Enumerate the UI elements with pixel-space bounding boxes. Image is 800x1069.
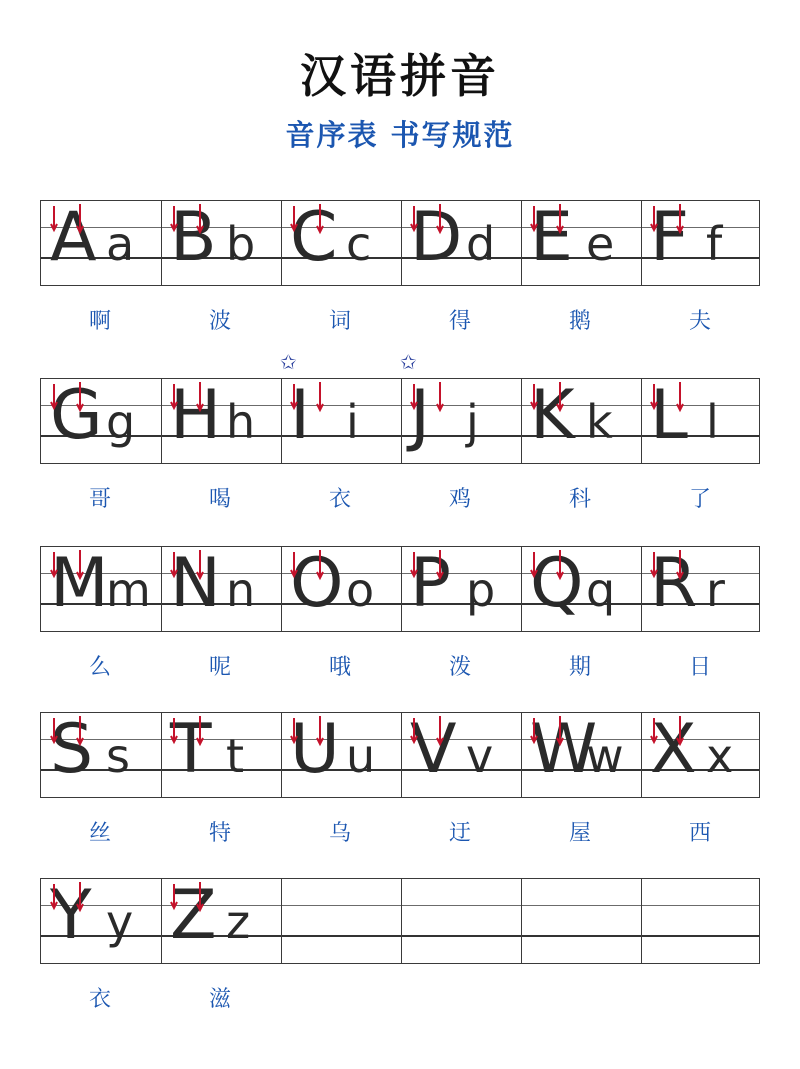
uppercase-letter: U (290, 710, 340, 789)
stroke-order-arrows (640, 546, 760, 630)
lowercase-letter: t (226, 729, 245, 783)
letter-cell (40, 200, 160, 284)
star-icon: ✩ (280, 350, 297, 374)
hanzi-reading: 科 (568, 487, 591, 512)
stroke-order-arrows (40, 878, 160, 962)
lowercase-letter: l (706, 395, 719, 449)
lowercase-letter: m (106, 563, 151, 617)
letter-cell (160, 546, 280, 630)
hanzi-reading: 哥 (88, 487, 111, 512)
uppercase-letter: S (50, 710, 94, 789)
alphabet-row (40, 350, 760, 512)
uppercase-letter: Z (170, 876, 217, 955)
letter-cell (400, 546, 520, 630)
lowercase-letter: h (226, 395, 256, 449)
hanzi-reading: 哦 (328, 655, 351, 680)
stroke-order-arrows (640, 200, 760, 284)
stroke-order-arrows (640, 378, 760, 462)
stroke-order-arrows (40, 546, 160, 630)
uppercase-letter: Y (50, 876, 92, 955)
lowercase-letter: z (226, 895, 251, 949)
hanzi-reading: 鹅 (568, 309, 591, 334)
letter-cell (40, 546, 160, 630)
letter-cell (520, 712, 640, 796)
letter-cell (280, 350, 400, 462)
star-icon: ✩ (400, 350, 417, 374)
alphabet-row (40, 198, 760, 334)
uppercase-letter: M (50, 544, 109, 623)
uppercase-letter: L (650, 376, 688, 455)
uppercase-letter: T (170, 710, 212, 789)
stroke-order-arrows (40, 712, 160, 796)
lowercase-letter: s (106, 729, 130, 783)
lowercase-letter: u (346, 729, 376, 783)
letter-cell (40, 378, 160, 462)
stroke-order-arrows (400, 378, 520, 462)
uppercase-letter: R (650, 544, 698, 623)
hanzi-reading: 衣 (328, 487, 351, 512)
lowercase-letter: o (346, 563, 375, 617)
uppercase-letter: Q (530, 544, 584, 623)
hanzi-reading: 西 (688, 821, 711, 846)
letter-cell (160, 200, 280, 284)
letter-cell (280, 200, 400, 284)
lowercase-letter: q (586, 563, 616, 617)
lowercase-letter: p (466, 563, 496, 617)
letter-cell (280, 878, 400, 962)
lowercase-letter: x (706, 729, 734, 783)
lowercase-letter: w (586, 729, 624, 783)
hanzi-reading: 日 (688, 655, 711, 680)
hanzi-reading: 波 (208, 309, 231, 334)
letter-cell (400, 878, 520, 962)
stroke-order-arrows (160, 712, 280, 796)
uppercase-letter: C (290, 198, 338, 277)
hanzi-reading: 特 (208, 821, 231, 846)
stroke-order-arrows (280, 546, 400, 630)
lowercase-letter: e (586, 217, 615, 271)
uppercase-letter: X (650, 710, 697, 789)
hanzi-reading: 屋 (568, 821, 591, 846)
letter-cell (160, 712, 280, 796)
lowercase-letter: n (226, 563, 256, 617)
hanzi-reading: 得 (448, 309, 471, 334)
letter-cell (640, 546, 760, 630)
uppercase-letter: N (170, 544, 221, 623)
letter-cell (400, 350, 520, 462)
stroke-order-arrows (280, 378, 400, 462)
stroke-order-arrows (520, 546, 640, 630)
lowercase-letter: j (466, 395, 479, 449)
lowercase-letter: a (106, 217, 135, 271)
lowercase-letter: i (346, 395, 359, 449)
letter-cell (400, 200, 520, 284)
uppercase-letter: J (410, 376, 431, 455)
uppercase-letter: E (530, 198, 573, 277)
letter-cell (160, 878, 280, 962)
stroke-order-arrows (40, 378, 160, 462)
letter-cell (640, 878, 760, 962)
stroke-order-arrows (400, 546, 520, 630)
letter-cell (520, 546, 640, 630)
lowercase-letter: g (106, 395, 136, 449)
hanzi-reading: 喝 (208, 487, 231, 512)
uppercase-letter: W (530, 710, 598, 789)
stroke-order-arrows (160, 878, 280, 962)
letter-cell (520, 878, 640, 962)
uppercase-letter: F (650, 198, 690, 277)
alphabet-row (40, 876, 760, 1012)
stroke-order-arrows (280, 712, 400, 796)
letter-cell (640, 200, 760, 284)
lowercase-letter: b (226, 217, 256, 271)
hanzi-reading: 滋 (208, 987, 231, 1012)
letter-cell (640, 378, 760, 462)
letter-cell (40, 878, 160, 962)
lowercase-letter: k (586, 395, 613, 449)
uppercase-letter: G (50, 376, 103, 455)
page-title: 汉语拼音 (300, 49, 500, 103)
hanzi-reading: 啊 (88, 309, 111, 334)
letter-cell (520, 378, 640, 462)
stroke-order-arrows (160, 200, 280, 284)
stroke-order-arrows (160, 546, 280, 630)
uppercase-letter: O (290, 544, 344, 623)
hanzi-reading: 期 (568, 655, 591, 680)
stroke-order-arrows (400, 200, 520, 284)
alphabet-row (40, 710, 760, 846)
hanzi-reading: 么 (88, 655, 111, 680)
hanzi-reading: 呢 (208, 655, 231, 680)
uppercase-letter: D (410, 198, 463, 277)
uppercase-letter: V (410, 710, 457, 789)
uppercase-letter: I (290, 376, 311, 455)
uppercase-letter: B (170, 198, 217, 277)
hanzi-reading: 鸡 (448, 487, 471, 512)
lowercase-letter: r (706, 563, 725, 617)
uppercase-letter: K (530, 376, 575, 455)
stroke-order-arrows (640, 712, 760, 796)
hanzi-reading: 迂 (448, 821, 471, 846)
lowercase-letter: d (466, 217, 496, 271)
stroke-order-arrows (280, 200, 400, 284)
hanzi-reading: 衣 (88, 987, 111, 1012)
stroke-order-arrows (520, 712, 640, 796)
hanzi-reading: 了 (688, 487, 711, 512)
letter-cell (400, 712, 520, 796)
letter-cell (520, 200, 640, 284)
hanzi-reading: 泼 (448, 655, 471, 680)
lowercase-letter: v (466, 729, 494, 783)
letter-cell (280, 712, 400, 796)
stroke-order-arrows (40, 200, 160, 284)
uppercase-letter: H (170, 376, 222, 455)
lowercase-letter: f (706, 217, 723, 271)
stroke-order-arrows (400, 712, 520, 796)
hanzi-reading: 夫 (688, 309, 711, 334)
hanzi-reading: 词 (328, 309, 351, 334)
letter-cell (280, 546, 400, 630)
page-subtitle: 音序表 书写规范 (285, 118, 515, 152)
stroke-order-arrows (520, 378, 640, 462)
letter-cell (640, 712, 760, 796)
letter-cell (160, 378, 280, 462)
stroke-order-arrows (520, 200, 640, 284)
hanzi-reading: 丝 (88, 821, 111, 846)
alphabet-row (40, 544, 760, 680)
uppercase-letter: A (50, 198, 97, 277)
letter-cell (40, 712, 160, 796)
hanzi-reading: 乌 (328, 821, 351, 846)
lowercase-letter: y (106, 895, 134, 949)
stroke-order-arrows (160, 378, 280, 462)
uppercase-letter: P (410, 544, 452, 623)
lowercase-letter: c (346, 217, 372, 271)
